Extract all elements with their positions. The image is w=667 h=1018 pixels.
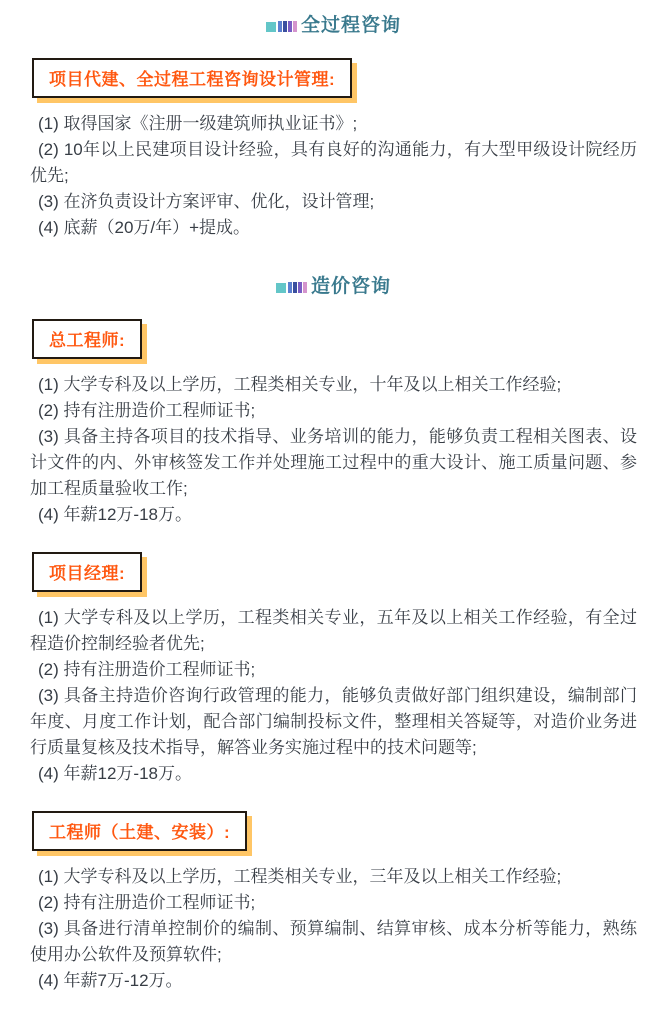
requirement-item: (1) 取得国家《注册一级建筑师执业证书》;	[38, 114, 358, 133]
job-title: 项目代建、全过程工程咨询设计管理:	[49, 70, 336, 89]
job-title: 总工程师:	[49, 331, 126, 350]
requirement-item: (4) 底薪（20万/年）+提成。	[38, 218, 251, 237]
job-title-box	[32, 811, 247, 851]
job-title-box	[32, 58, 352, 98]
color-bars-icon	[266, 16, 298, 38]
color-bars-icon	[276, 277, 308, 299]
requirement-item: (4) 年薪12万-18万。	[38, 505, 192, 524]
job-title-box	[32, 552, 142, 592]
section-full-process-consulting	[30, 10, 637, 241]
requirement-item: (2) 持有注册造价工程师证书;	[38, 401, 256, 420]
requirement-item: (2) 10年以上民建项目设计经验，具有良好的沟通能力，有大型甲级设计院经历优先;	[30, 140, 637, 185]
job-title-box	[32, 319, 142, 359]
job-posting	[30, 58, 637, 241]
requirement-item: (2) 持有注册造价工程师证书;	[38, 660, 256, 679]
section-heading-text: 造价咨询	[310, 276, 391, 297]
requirement-item: (2) 持有注册造价工程师证书;	[38, 893, 256, 912]
requirement-item: (1) 大学专科及以上学历，工程类相关专业，三年及以上相关工作经验;	[38, 867, 562, 886]
job-posting	[30, 811, 637, 994]
section-heading-text: 全过程咨询	[300, 15, 401, 36]
section-heading	[30, 10, 637, 38]
requirement-item: (3) 具备进行清单控制价的编制、预算编制、结算审核、成本分析等能力，熟练使用办公软件及预算软件;	[30, 919, 637, 964]
requirement-item: (3) 具备主持各项目的技术指导、业务培训的能力，能够负责工程相关图表、设计文件的内、外审核签发工作并处理施工过程中的重大设计、施工质量问题、参加工程质量验收工作;	[30, 427, 637, 498]
requirement-item: (3) 在济负责设计方案评审、优化，设计管理;	[38, 192, 375, 211]
job-title: 项目经理:	[49, 564, 126, 583]
requirement-item: (1) 大学专科及以上学历，工程类相关专业，十年及以上相关工作经验;	[38, 375, 562, 394]
section-heading	[30, 271, 637, 299]
job-posting	[30, 319, 637, 528]
job-posting	[30, 552, 637, 787]
job-title: 工程师（土建、安装）:	[49, 823, 231, 842]
requirement-item: (4) 年薪7万-12万。	[38, 971, 183, 990]
requirement-item: (4) 年薪12万-18万。	[38, 764, 192, 783]
requirement-item: (1) 大学专科及以上学历，工程类相关专业，五年及以上相关工作经验，有全过程造价控制经验者优先;	[30, 608, 637, 653]
requirement-item: (3) 具备主持造价咨询行政管理的能力，能够负责做好部门组织建设，编制部门年度、月度工作计划，配合部门编制投标文件，整理相关答疑等，对造价业务进行质量复核及技术指导，解答业务实施过程中的技术问题等;	[30, 686, 637, 757]
section-cost-consulting	[30, 271, 637, 994]
